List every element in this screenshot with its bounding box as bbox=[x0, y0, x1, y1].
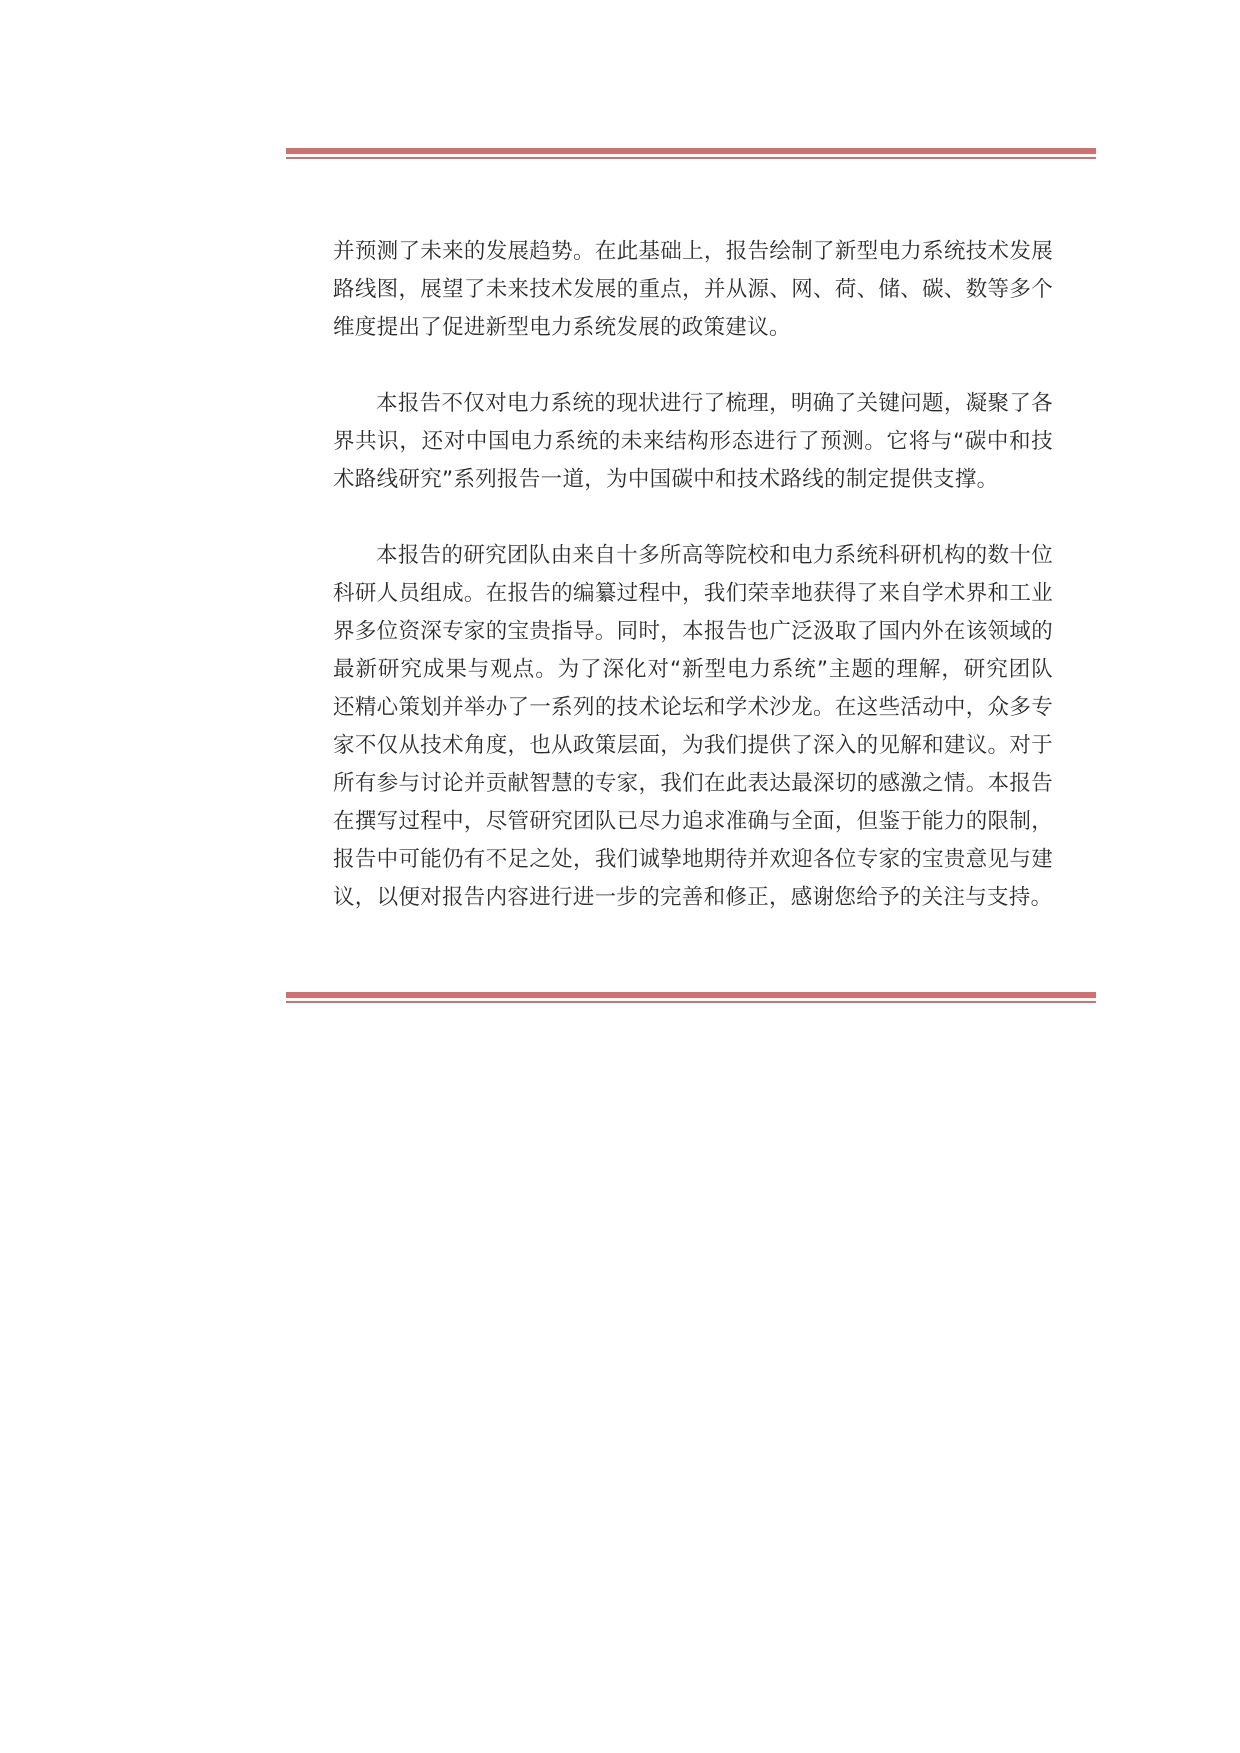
paragraph-acknowledgements: 本报告的研究团队由来自十多所高等院校和电力系统科研机构的数十位科研人员组成。在报告的编纂过程中，我们荣幸地获得了来自学术界和工业界多位资深专家的宝贵指导。同时，本报告也广泛汲取了国内外在该领域的最新研究成果与观点。为了深化对“新型电力系统”主题的理解，研究团队还精心策划并举办了一系列的技术论坛和学术沙龙。在这些活动中，众多专家不仅从技术角度，也从政策层面，为我们提供了深入的见解和建议。对于所有参与讨论并贡献智慧的专家，我们在此表达最深切的感激之情。本报告在撰写过程中，尽管研究团队已尽力追求准确与全面，但鉴于能力的限制，报告中可能仍有不足之处，我们诚挚地期待并欢迎各位专家的宝贵意见与建议，以便对报告内容进行进一步的完善和修正，感谢您给予的关注与支持。 bbox=[333, 543, 1053, 910]
bottom-divider-thin-line bbox=[286, 1001, 1096, 1003]
bottom-divider bbox=[286, 992, 1096, 1003]
top-divider-thin-line bbox=[286, 157, 1096, 159]
paragraph-continued: 并预测了未来的发展趋势。在此基础上，报告绘制了新型电力系统技术发展路线图，展望了未来技术发展的重点，并从源、网、荷、储、碳、数等多个维度提出了促进新型电力系统发展的政策建议。 bbox=[333, 239, 1053, 340]
paragraph-report-summary: 本报告不仅对电力系统的现状进行了梳理，明确了关键问题，凝聚了各界共识，还对中国电力系统的未来结构形态进行了预测。它将与“碳中和技术路线研究”系列报告一道，为中国碳中和技术路线的制定提供支撑。 bbox=[333, 391, 1053, 492]
document-body bbox=[333, 233, 1053, 917]
top-divider bbox=[286, 148, 1096, 159]
